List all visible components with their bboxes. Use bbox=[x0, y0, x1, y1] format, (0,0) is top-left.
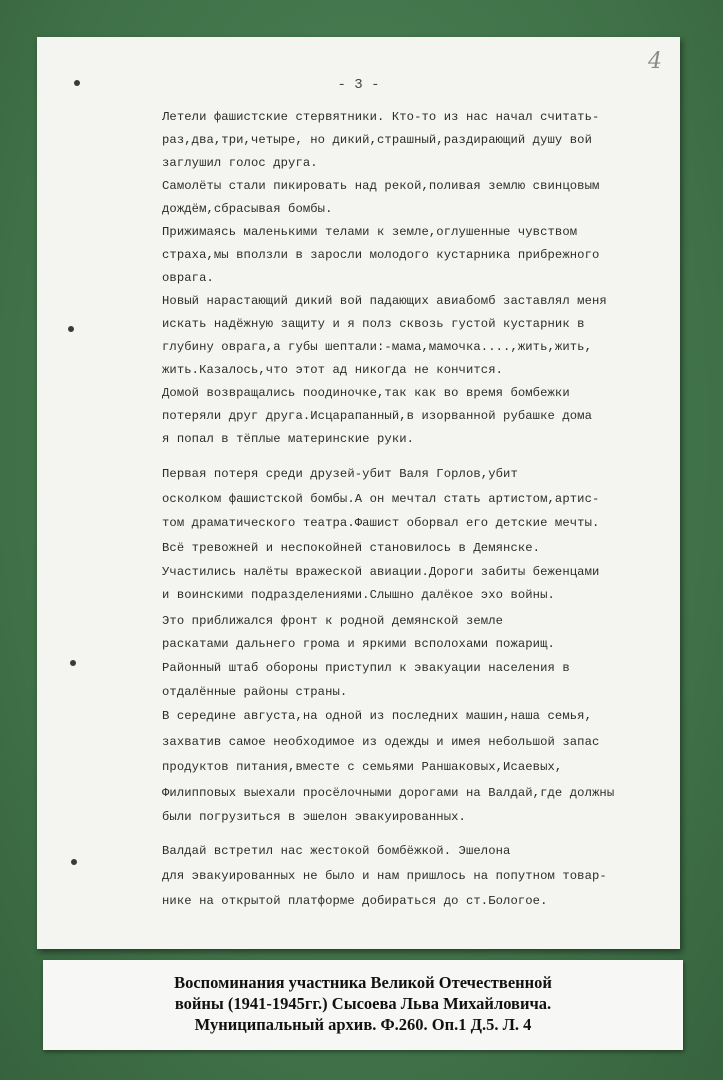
text-line: для эвакуированных не было и нам пришлось на попутном товар- bbox=[162, 869, 607, 883]
text-line: и воинскими подразделениями.Слышно далёкое эхо войны. bbox=[162, 588, 555, 602]
document-page bbox=[37, 37, 680, 949]
text-line: жить.Казалось,что этот ад никогда не кончится. bbox=[162, 363, 504, 377]
caption-line: войны (1941-1945гг.) Сысоева Льва Михайловича. bbox=[174, 994, 552, 1013]
text-line: В середине августа,на одной из последних машин,наша семья, bbox=[162, 709, 592, 723]
text-line: Участились налёты вражеской авиации.Дороги забиты беженцами bbox=[162, 565, 600, 579]
text-line: Филипповых выехали просёлочными дорогами на Валдай,где должны bbox=[162, 786, 615, 800]
text-line: Валдай встретил нас жестокой бомбёжкой. Эшелона bbox=[162, 844, 511, 858]
binder-hole bbox=[70, 660, 76, 666]
text-line: Домой возвращались поодиночке,так как во время бомбежки bbox=[162, 386, 570, 400]
text-line: глубину оврага,а губы шептали:-мама,мамочка....,жить,жить, bbox=[162, 340, 592, 354]
text-line: нике на открытой платформе добираться до ст.Бологое. bbox=[162, 894, 548, 908]
caption-line: Воспоминания участника Великой Отечественной bbox=[174, 973, 552, 992]
text-line: потеряли друг друга.Исцарапанный,в изорванной рубашке дома bbox=[162, 409, 592, 423]
text-line: были погрузиться в эшелон эвакуированных. bbox=[162, 810, 466, 824]
text-line: Самолёты стали пикировать над рекой,поливая землю свинцовым bbox=[162, 179, 600, 193]
text-line: оврага. bbox=[162, 271, 214, 285]
binder-hole bbox=[68, 326, 74, 332]
text-line: захватив самое необходимое из одежды и имея небольшой запас bbox=[162, 735, 600, 749]
text-line: Районный штаб обороны приступил к эвакуации населения в bbox=[162, 661, 570, 675]
caption-label bbox=[43, 960, 683, 1050]
text-line: заглушил голос друга. bbox=[162, 156, 318, 170]
text-line: Первая потеря среди друзей-убит Валя Горлов,убит bbox=[162, 467, 518, 481]
page-number: - 3 - bbox=[337, 77, 380, 93]
text-line: раз,два,три,четыре, но дикий,страшный,раздирающий душу вой bbox=[162, 133, 592, 147]
binder-hole bbox=[71, 859, 77, 865]
caption-line: Муниципальный архив. Ф.260. Оп.1 Д.5. Л. 4 bbox=[194, 1015, 532, 1034]
text-line: Всё тревожней и неспокойней становилось в Демянске. bbox=[162, 541, 541, 555]
text-line: Новый нарастающий дикий вой падающих авиабомб заставлял меня bbox=[162, 294, 607, 308]
text-line: искать надёжную защиту и я полз сквозь густой кустарник в bbox=[162, 317, 585, 331]
text-line: страха,мы вползли в заросли молодого кустарника прибрежного bbox=[162, 248, 600, 262]
text-line: Это приближался фронт к родной демянской земле bbox=[162, 614, 504, 628]
text-line: раскатами дальнего грома и яркими всполохами пожарищ. bbox=[162, 637, 555, 651]
text-line: я попал в тёплые материнские руки. bbox=[162, 432, 415, 446]
text-line: осколком фашистской бомбы.А он мечтал стать артистом,артис- bbox=[162, 492, 600, 506]
text-line: Летели фашистские стервятники. Кто-то из нас начал считать- bbox=[162, 110, 600, 124]
text-line: продуктов питания,вместе с семьями Раншаковых,Исаевых, bbox=[162, 760, 563, 774]
text-line: отдалённые районы страны. bbox=[162, 685, 348, 699]
text-line: дождём,сбрасывая бомбы. bbox=[162, 202, 333, 216]
text-line: Прижимаясь маленькими телами к земле,оглушенные чувством bbox=[162, 225, 578, 239]
text-line: том драматического театра.Фашист оборвал его детские мечты. bbox=[162, 516, 600, 530]
archive-page-number: 4 bbox=[648, 49, 662, 74]
